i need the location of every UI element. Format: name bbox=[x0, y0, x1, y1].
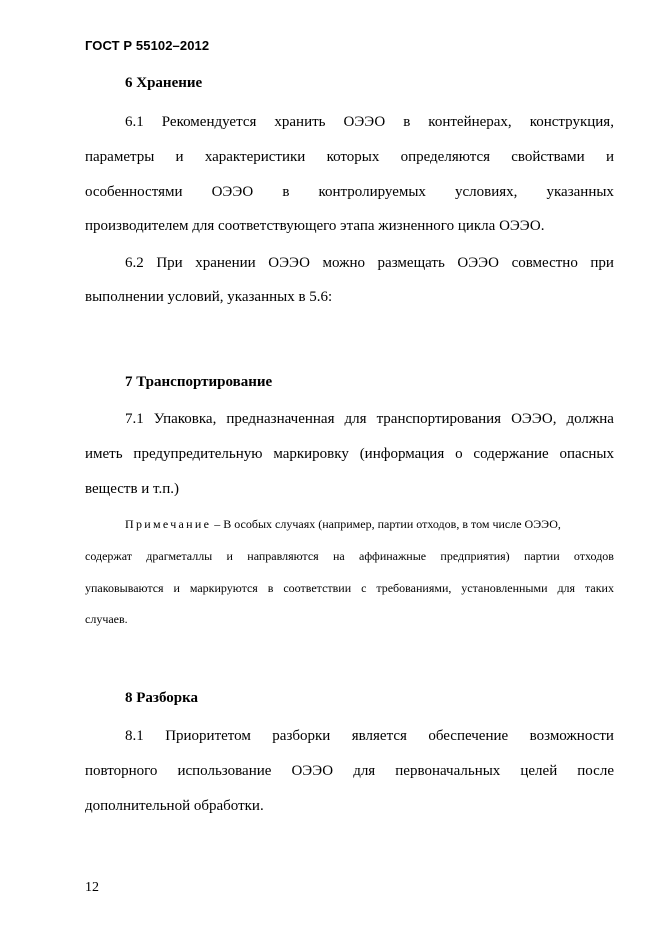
word: ОЭЭО bbox=[268, 255, 310, 271]
note-line-4: случаев. bbox=[85, 612, 128, 626]
word: 6.2 bbox=[125, 255, 144, 271]
word: транспортирования bbox=[376, 411, 502, 427]
word: соответствии bbox=[283, 581, 352, 595]
word: 7.1 bbox=[125, 411, 144, 427]
section-8-heading: 8 Разборка bbox=[125, 690, 199, 706]
section-6-p1-line-2 bbox=[85, 148, 614, 166]
word: При bbox=[156, 255, 183, 271]
word: ОЭЭО, bbox=[511, 411, 557, 427]
section-6-p2-line-2: выполнении условий, указанных в 5.6: bbox=[85, 289, 333, 305]
word: обеспечение bbox=[428, 728, 509, 744]
word: опасных bbox=[559, 446, 614, 462]
word: на bbox=[332, 549, 345, 563]
word: свойствами bbox=[511, 149, 585, 165]
word: хранить bbox=[274, 114, 326, 130]
word: предназначенная bbox=[226, 411, 335, 427]
word: первоначальных bbox=[395, 763, 501, 779]
word: указанных bbox=[546, 184, 614, 200]
word: о bbox=[455, 446, 463, 462]
note-line-1 bbox=[125, 517, 614, 532]
word: совместно bbox=[511, 255, 578, 271]
section-6-p2-line-1 bbox=[125, 254, 614, 272]
word: маркируются bbox=[189, 581, 258, 595]
word: (информация bbox=[359, 446, 445, 462]
word: повторного bbox=[85, 763, 158, 779]
note-line-3 bbox=[85, 581, 614, 596]
word: после bbox=[577, 763, 614, 779]
word: целей bbox=[520, 763, 558, 779]
word: контейнерах, bbox=[428, 114, 512, 130]
word: должна bbox=[566, 411, 614, 427]
word: требованиями, bbox=[376, 581, 452, 595]
word: особенностями bbox=[85, 184, 183, 200]
word: упаковываются bbox=[85, 581, 164, 595]
word: содержат bbox=[85, 549, 132, 563]
word: которых bbox=[326, 149, 380, 165]
section-6-p1-line-1 bbox=[125, 113, 614, 131]
word: ОЭЭО bbox=[343, 114, 386, 130]
word: является bbox=[351, 728, 407, 744]
word: условиях, bbox=[455, 184, 518, 200]
word: ОЭЭО bbox=[291, 763, 334, 779]
word: аффинажные bbox=[359, 549, 427, 563]
word: Упаковка, bbox=[153, 411, 217, 427]
word: использование bbox=[177, 763, 272, 779]
word: Приоритетом bbox=[165, 728, 251, 744]
section-7-heading: 7 Транспортирование bbox=[125, 374, 273, 390]
word: определяются bbox=[400, 149, 491, 165]
section-6-p1-line-4: производителем для соответствующего этапа жизненного цикла ОЭЭО. bbox=[85, 218, 545, 234]
note-line-1-text: – В особых случаях (например, партии отходов, в том числе ОЭЭО, bbox=[214, 517, 561, 531]
word: иметь bbox=[85, 446, 123, 462]
word: для bbox=[353, 763, 376, 779]
word: можно bbox=[322, 255, 365, 271]
section-6-heading: 6 Хранение bbox=[125, 75, 203, 91]
word: с bbox=[361, 581, 367, 595]
word: Рекомендуется bbox=[161, 114, 257, 130]
word: партии bbox=[523, 549, 560, 563]
standard-header: ГОСТ Р 55102–2012 bbox=[85, 38, 210, 53]
section-6-p1-line-3 bbox=[85, 183, 614, 201]
word: ОЭЭО bbox=[211, 184, 254, 200]
word: хранении bbox=[195, 255, 256, 271]
word: параметры bbox=[85, 149, 155, 165]
word: для bbox=[557, 581, 576, 595]
section-8-p1-line-1 bbox=[125, 727, 614, 745]
section-7-p1-line-3: веществ и т.п.) bbox=[85, 481, 180, 497]
word: размещать bbox=[377, 255, 445, 271]
word: 6.1 bbox=[125, 114, 144, 130]
word: таких bbox=[584, 581, 614, 595]
word: направляются bbox=[247, 549, 319, 563]
word: ОЭЭО bbox=[457, 255, 500, 271]
word: контролируемых bbox=[318, 184, 426, 200]
word: в bbox=[403, 114, 411, 130]
word: драгметаллы bbox=[146, 549, 213, 563]
note-label: Примечание bbox=[125, 517, 212, 531]
word: при bbox=[590, 255, 614, 271]
section-7-p1-line-1 bbox=[125, 410, 614, 428]
word: маркировку bbox=[273, 446, 349, 462]
word: в bbox=[267, 581, 274, 595]
word: возможности bbox=[529, 728, 614, 744]
word: предприятия) bbox=[440, 549, 510, 563]
word: и bbox=[175, 149, 184, 165]
word: конструкция, bbox=[529, 114, 614, 130]
section-8-p1-line-2 bbox=[85, 762, 614, 780]
word: для bbox=[344, 411, 367, 427]
word: отходов bbox=[573, 549, 614, 563]
word: разборки bbox=[272, 728, 331, 744]
word: и bbox=[605, 149, 614, 165]
word: предупредительную bbox=[133, 446, 263, 462]
word: установленными bbox=[461, 581, 548, 595]
word: характеристики bbox=[204, 149, 306, 165]
word: содержание bbox=[473, 446, 549, 462]
note-line-2 bbox=[85, 549, 614, 564]
word: и bbox=[226, 549, 233, 563]
word: 8.1 bbox=[125, 728, 144, 744]
word: в bbox=[282, 184, 290, 200]
section-8-p1-line-3: дополнительной обработки. bbox=[85, 798, 264, 814]
section-7-p1-line-2 bbox=[85, 445, 614, 463]
page-number: 12 bbox=[85, 880, 99, 895]
word: и bbox=[173, 581, 180, 595]
